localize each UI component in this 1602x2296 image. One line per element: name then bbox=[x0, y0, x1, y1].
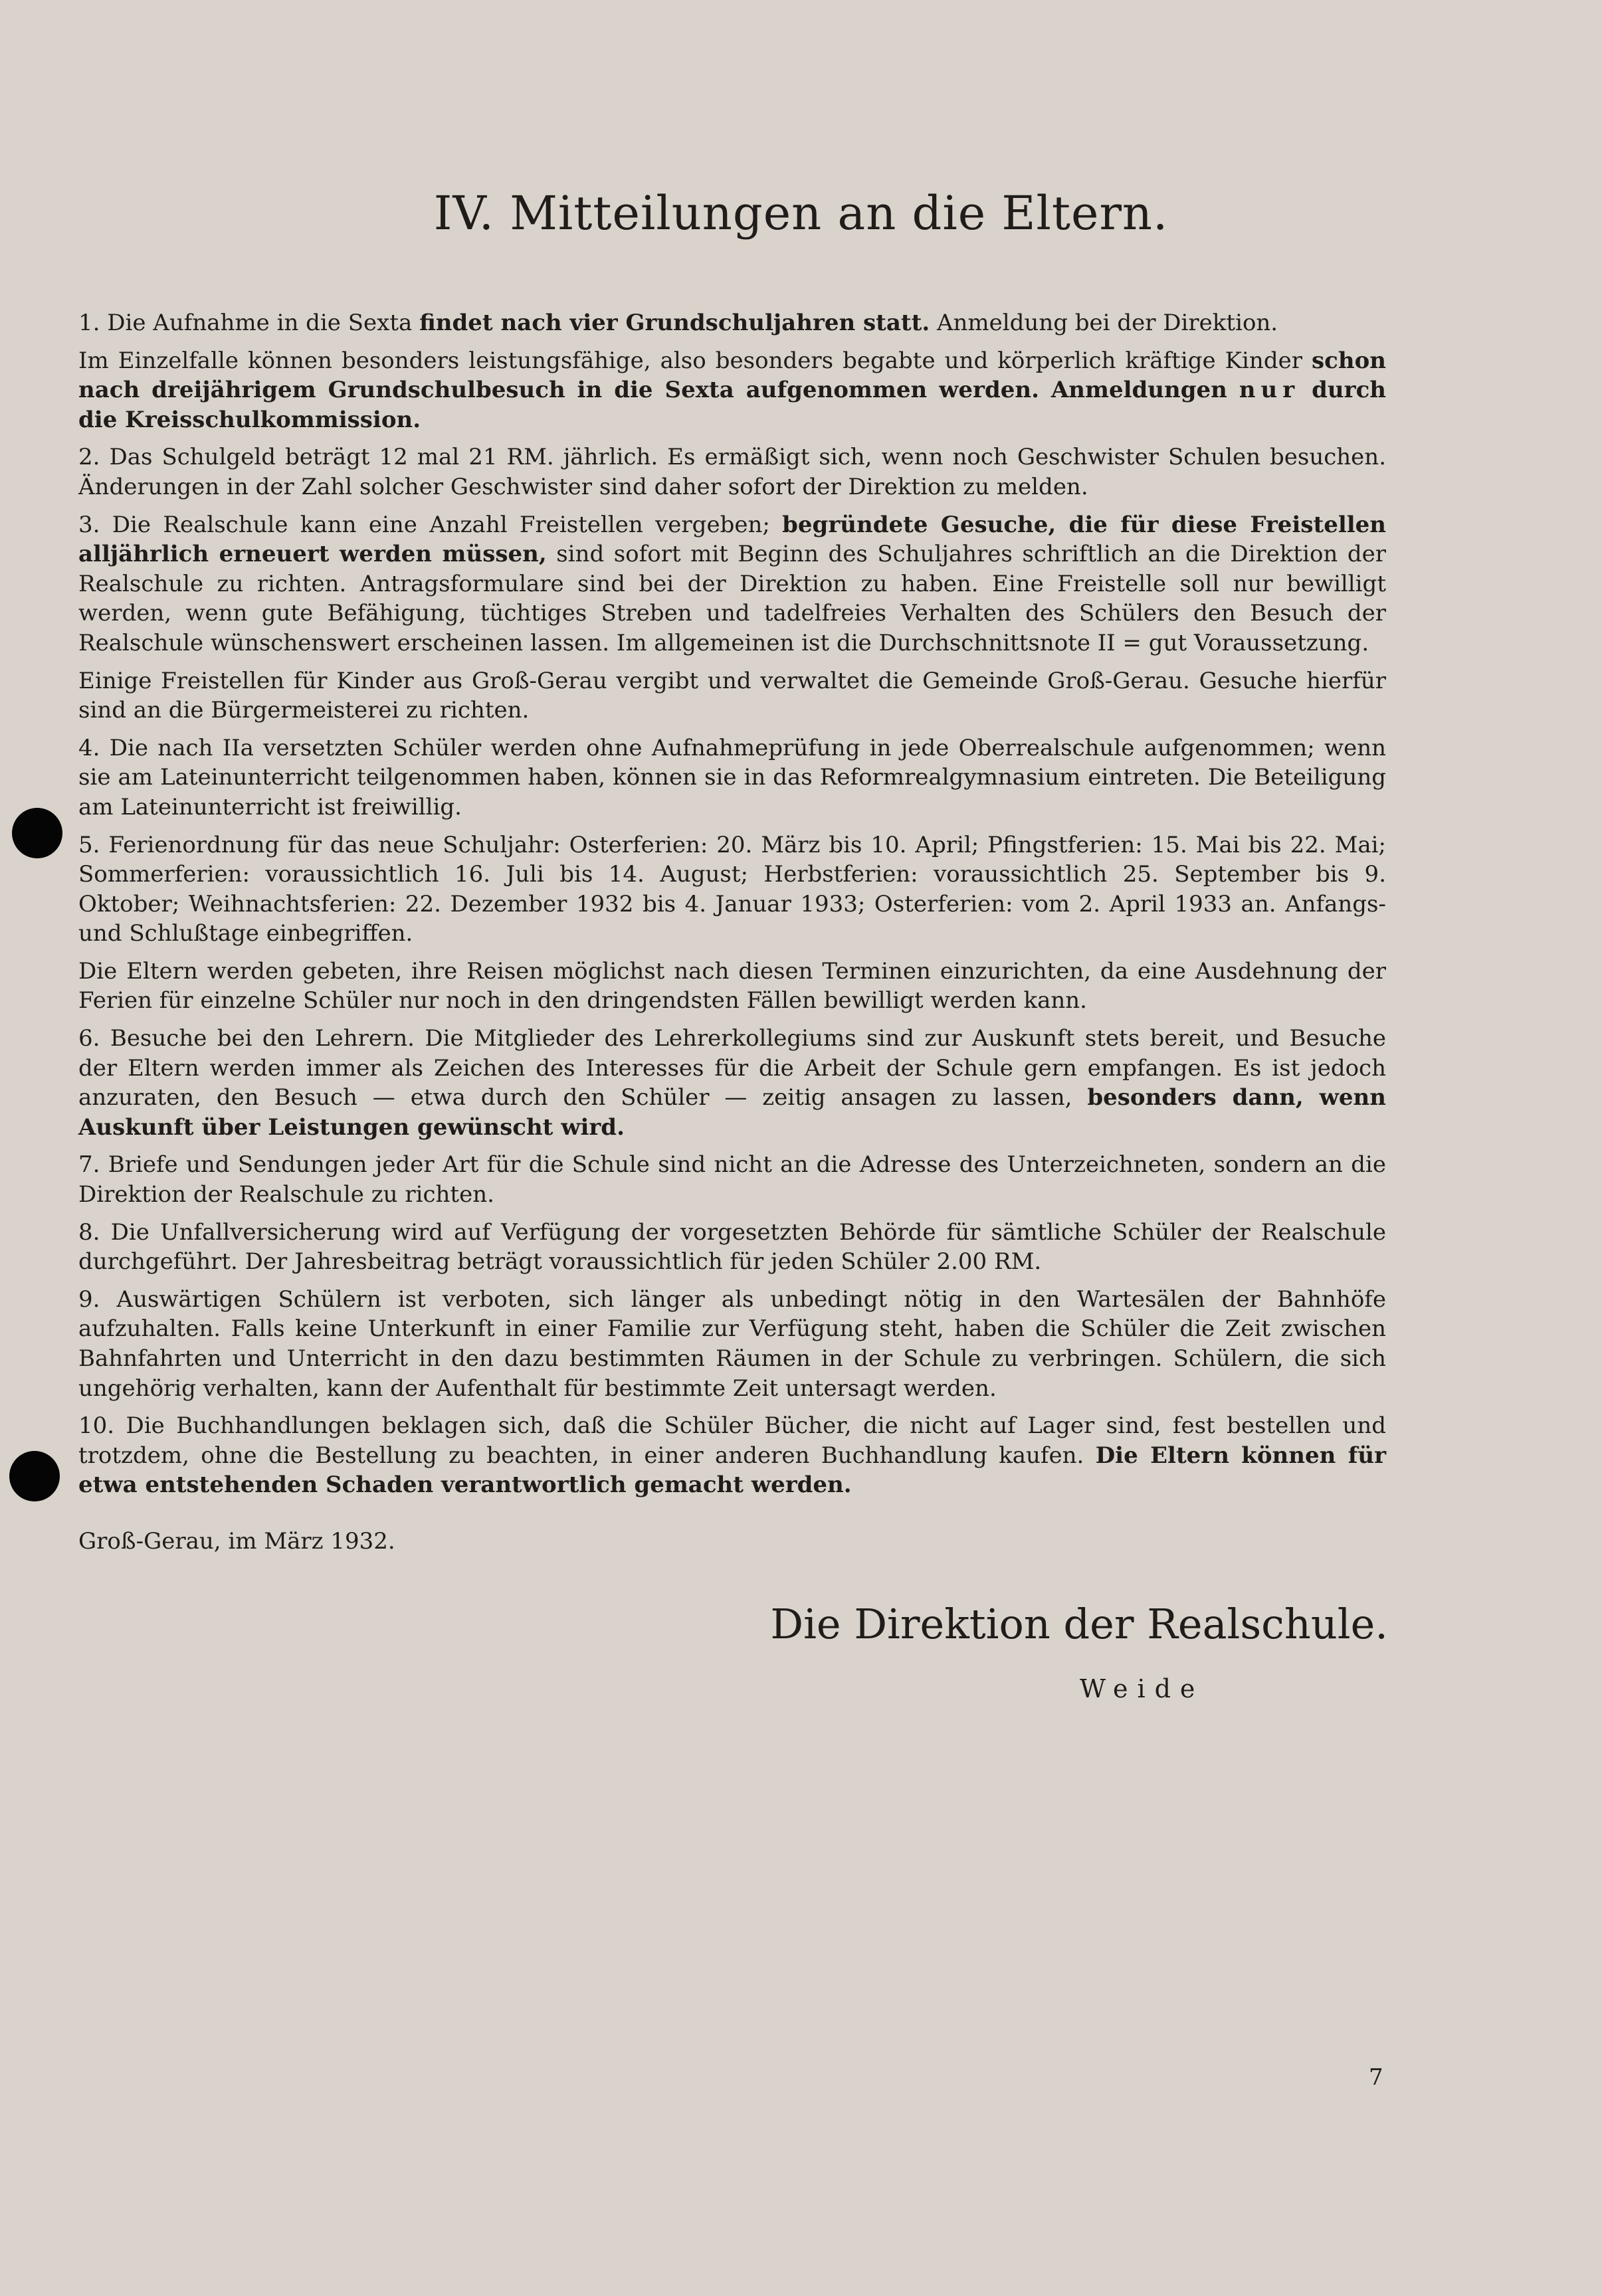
paragraph-4: 4. Die nach IIa versetzten Schüler werden ohne Aufnahmeprüfung in jede Oberrealschule aufgenommen; wenn sie am Lateinunterricht teilgenommen haben, können sie in das Reformrealgymnasium eintreten. Die Beteiligung am Lateinunterricht ist freiwillig. bbox=[78, 734, 1386, 820]
paragraph-9: 9. Auswärtigen Schülern ist verboten, sich länger als unbedingt nötig in den Wartesälen der Bahnhöfe aufzuhalten. Falls keine Unterkunft in einer Familie zur Verfügung steht, haben die Schüler die Zeit zwischen Bahnfahrten und Unterricht in den dazu bestimmten Räumen in der Schule zu verbringen. Schülern, die sich ungehörig verhalten, kann der Aufenthalt für bestimmte Zeit untersagt werden. bbox=[78, 1286, 1386, 1402]
signature-block: Die Direktion der Realschule. bbox=[770, 1600, 1388, 1648]
paragraph-7: 7. Briefe und Sendungen jeder Art für die Schule sind nicht an die Adresse des Unterzeichneten, sondern an die Direktion der Realschule zu richten. bbox=[78, 1151, 1386, 1208]
paragraph-5: 5. Ferienordnung für das neue Schuljahr: Osterferien: 20. März bis 10. April; Pfingstferien: 15. Mai bis 22. Mai; Sommerferien: voraussichtlich 16. Juli bis 14. August; Herbstferien: voraussichtlich 25. September bis 9. Oktober; Weihnachtsferien: 22. Dezember 1932 bis 4. Januar 1933; Osterferien: vom 2. April 1933 an. Anfangs- und Schlußtage einbegriffen. bbox=[78, 831, 1386, 947]
body-text bbox=[78, 308, 1386, 1508]
punch-hole bbox=[12, 808, 62, 858]
paragraph-1: 1. Die Aufnahme in die Sexta findet nach vier Grundschuljahren statt. Anmeldung bei der Direktion. bbox=[78, 310, 1278, 336]
paragraph-2: 2. Das Schulgeld beträgt 12 mal 21 RM. jährlich. Es ermäßigt sich, wenn noch Geschwister Schulen besuchen. Änderungen in der Zahl solcher Geschwister sind daher sofort der Direktion zu melden. bbox=[78, 444, 1386, 500]
paragraph-10: 10. Die Buchhandlungen beklagen sich, daß die Schüler Bücher, die nicht auf Lager sind, fest bestellen und trotzdem, ohne die Bestellung zu beachten, in einer anderen Buchhandlung kaufen. Die Eltern können für etwa entstehenden Schaden verantwortlich gemacht werden. bbox=[78, 1412, 1386, 1499]
paragraph-1b: Im Einzelfalle können besonders leistungsfähige, also besonders begabte und körperlich kräftige Kinder schon nach dreijährigem Grundschulbesuch in die Sexta aufgenommen werden. Anmeldungen nur durch die Kreisschulkommission. bbox=[78, 347, 1386, 433]
paragraph-3b: Einige Freistellen für Kinder aus Groß-Gerau vergibt und verwaltet die Gemeinde Groß-Gerau. Gesuche hierfür sind an die Bürgermeisterei zu richten. bbox=[78, 667, 1386, 724]
paragraph-6: 6. Besuche bei den Lehrern. Die Mitglieder des Lehrerkollegiums sind zur Auskunft stets bereit, und Besuche der Eltern werden immer als Zeichen des Interesses für die Arbeit der Schule gern empfangen. Es ist jedoch anzuraten, den Besuch — etwa durch den Schüler — zeitig ansagen zu lassen, besonders dann, wenn Auskunft über Leistungen gewünscht wird. bbox=[78, 1025, 1386, 1141]
punch-hole bbox=[9, 1451, 60, 1501]
place-date: Groß-Gerau, im März 1932. bbox=[78, 1528, 395, 1555]
section-heading: IV. Mitteilungen an die Eltern. bbox=[433, 186, 1169, 240]
page-number: 7 bbox=[1369, 2064, 1383, 2091]
paragraph-3: 3. Die Realschule kann eine Anzahl Freistellen vergeben; begründete Gesuche, die für diese Freistellen alljährlich erneuert werden müssen, sind sofort mit Beginn des Schuljahres schriftlich an die Direktion der Realschule zu richten. Antragsformulare sind bei der Direktion zu haben. Eine Freistelle soll nur bewilligt werden, wenn gute Befähigung, tüchtiges Streben und tadelfreies Verhalten des Schülers den Besuch der Realschule wünschenswert erscheinen lassen. Im allgemeinen ist die Durchschnittsnote II = gut Voraussetzung. bbox=[78, 511, 1387, 656]
signer-name: Weide bbox=[1080, 1674, 1205, 1703]
paragraph-5b: Die Eltern werden gebeten, ihre Reisen möglichst nach diesen Terminen einzurichten, da eine Ausdehnung der Ferien für einzelne Schüler nur noch in den dringendsten Fällen bewilligt werden kann. bbox=[78, 957, 1386, 1014]
paragraph-8: 8. Die Unfallversicherung wird auf Verfügung der vorgesetzten Behörde für sämtliche Schüler der Realschule durchgeführt. Der Jahresbeitrag beträgt voraussichtlich für jeden Schüler 2.00 RM. bbox=[78, 1218, 1386, 1276]
